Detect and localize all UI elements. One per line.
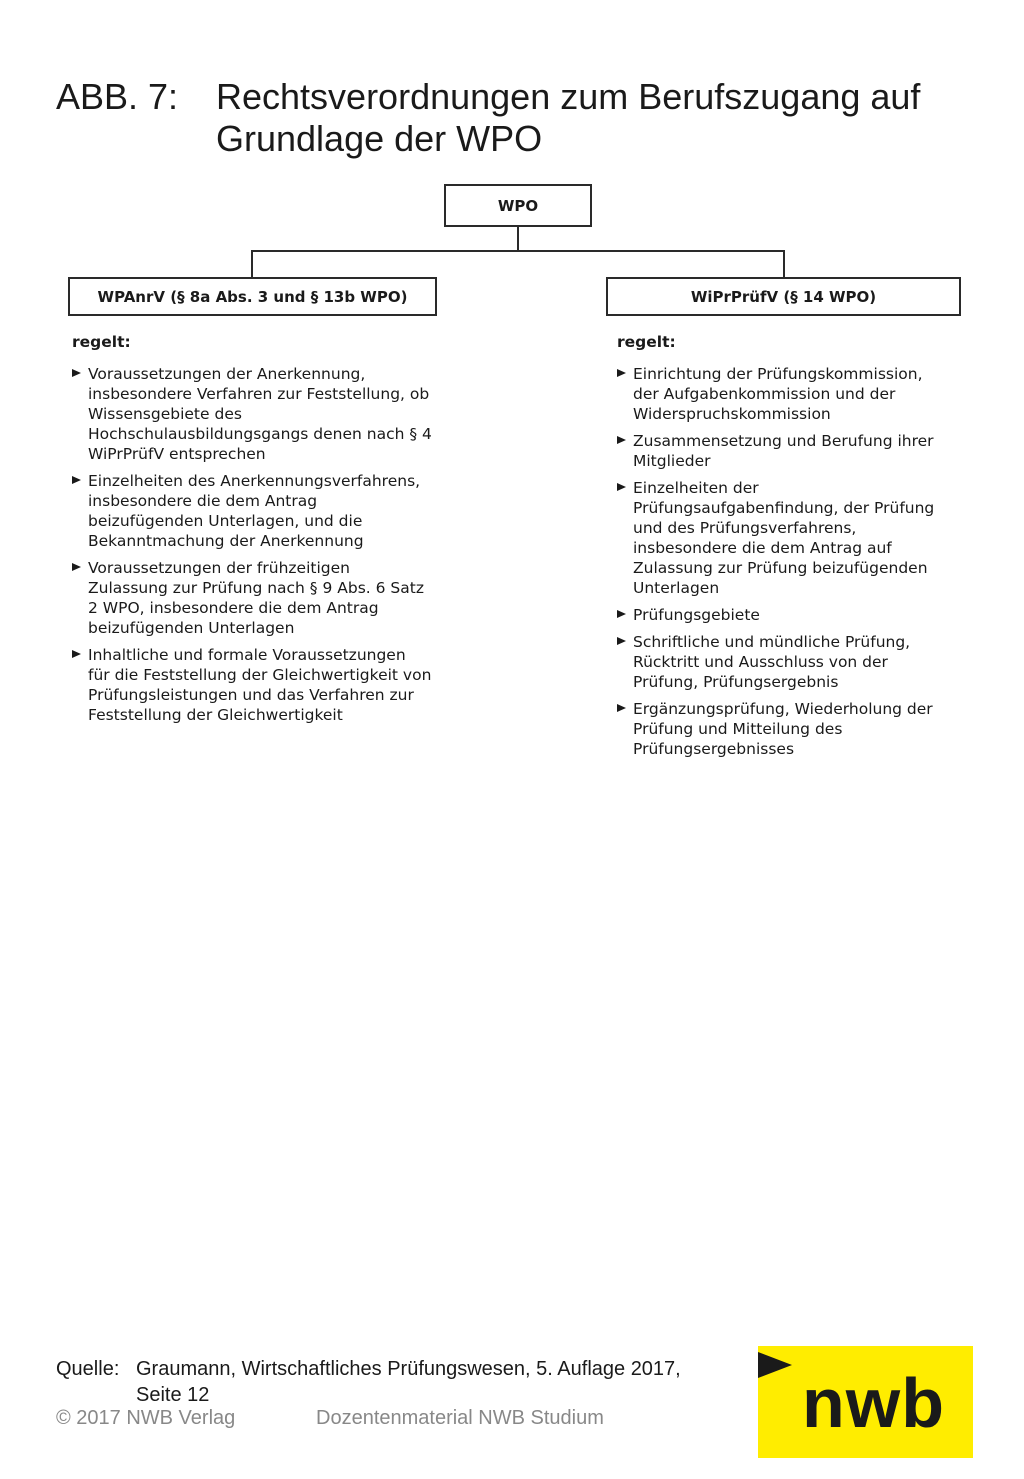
list-item-text: Prüfungsgebiete	[633, 606, 760, 624]
source-line-1: Graumann, Wirtschaftliches Prüfungswesen, 5. Auflage 2017,	[136, 1358, 681, 1380]
source-line-2: Seite 12	[136, 1384, 210, 1406]
triangle-bullet-icon	[617, 483, 626, 491]
triangle-bullet-icon	[617, 704, 626, 712]
triangle-bullet-icon	[617, 436, 626, 444]
figure-label: ABB. 7:	[56, 76, 179, 117]
list-item	[72, 471, 432, 551]
list-item	[72, 364, 432, 464]
triangle-bullet-icon	[72, 650, 81, 658]
list-item-text: Einzelheiten des Anerkennungsverfahrens, insbesondere die dem Antrag beizufügenden Unterlagen, und die Bekanntmachung der Anerkennung	[88, 472, 421, 550]
connector-horizontal	[251, 250, 785, 252]
page-title: Rechtsverordnungen zum Berufszugang auf Grundlage der WPO	[216, 76, 921, 159]
connector-left-down	[251, 250, 253, 277]
list-item	[617, 364, 952, 424]
logo-text: nwb	[802, 1364, 945, 1442]
connector-root-down	[517, 227, 519, 251]
nwb-logo	[758, 1346, 973, 1458]
list-item-text: Voraussetzungen der Anerkennung, insbesondere Verfahren zur Feststellung, ob Wissensgebiete des Hochschulausbildungsgangs denen nach § 4 WiPrPrüfV entsprechen	[88, 365, 432, 463]
wpanrv-heading: regelt:	[72, 333, 131, 351]
footer-material: Dozentenmaterial NWB Studium	[316, 1407, 604, 1429]
list-item-text: Einzelheiten der Prüfungsaufgabenfindung, der Prüfung und des Prüfungsverfahrens, insbesondere die dem Antrag auf Zulassung zur Prüfung beizufügenden Unterlagen	[633, 479, 935, 597]
list-item	[617, 632, 952, 692]
wpo-root-label: WPO	[497, 196, 539, 215]
list-item	[617, 431, 952, 471]
wiprpruefv-heading: regelt:	[617, 333, 676, 351]
logo-arrow-icon	[758, 1352, 792, 1378]
wpanrv-box	[68, 277, 437, 316]
wiprpruefv-box	[606, 277, 961, 316]
triangle-bullet-icon	[72, 476, 81, 484]
connector-right-down	[783, 250, 785, 277]
wpanrv-item-list	[72, 364, 432, 725]
list-item-text: Inhaltliche und formale Voraussetzungen für die Feststellung der Gleichwertigkeit von Prüfungsleistungen und das Verfahren zur Feststellung der Gleichwertigkeit	[88, 646, 432, 724]
list-item-text: Voraussetzungen der frühzeitigen Zulassung zur Prüfung nach § 9 Abs. 6 Satz 2 WPO, insbesondere die dem Antrag beizufügenden Unterlagen	[88, 559, 424, 637]
source-citation	[56, 1356, 681, 1408]
list-item-text: Einrichtung der Prüfungskommission, der Aufgabenkommission und der Widerspruchskommission	[633, 365, 923, 423]
list-item-text: Ergänzungsprüfung, Wiederholung der Prüfung und Mitteilung des Prüfungsergebnisses	[633, 700, 933, 758]
list-item	[72, 558, 432, 638]
triangle-bullet-icon	[617, 637, 626, 645]
list-item-text: Schriftliche und mündliche Prüfung, Rücktritt und Ausschluss von der Prüfung, Prüfungsergebnis	[633, 633, 911, 691]
wpanrv-content	[72, 332, 432, 732]
wpo-root-box	[444, 184, 592, 227]
source-label: Quelle:	[56, 1358, 120, 1380]
list-item-text: Zusammensetzung und Berufung ihrer Mitglieder	[633, 432, 934, 470]
list-item	[617, 699, 952, 759]
wiprpruefv-item-list	[617, 364, 952, 759]
list-item	[617, 605, 952, 625]
list-item	[617, 478, 952, 598]
wiprpruefv-content	[617, 332, 952, 766]
triangle-bullet-icon	[617, 610, 626, 618]
footer-copyright: © 2017 NWB Verlag	[56, 1407, 236, 1429]
triangle-bullet-icon	[617, 369, 626, 377]
wiprpruefv-label: WiPrPrüfV (§ 14 WPO)	[690, 287, 877, 306]
triangle-bullet-icon	[72, 563, 81, 571]
triangle-bullet-icon	[72, 369, 81, 377]
list-item	[72, 645, 432, 725]
wpanrv-label: WPAnrV (§ 8a Abs. 3 und § 13b WPO)	[97, 287, 408, 306]
